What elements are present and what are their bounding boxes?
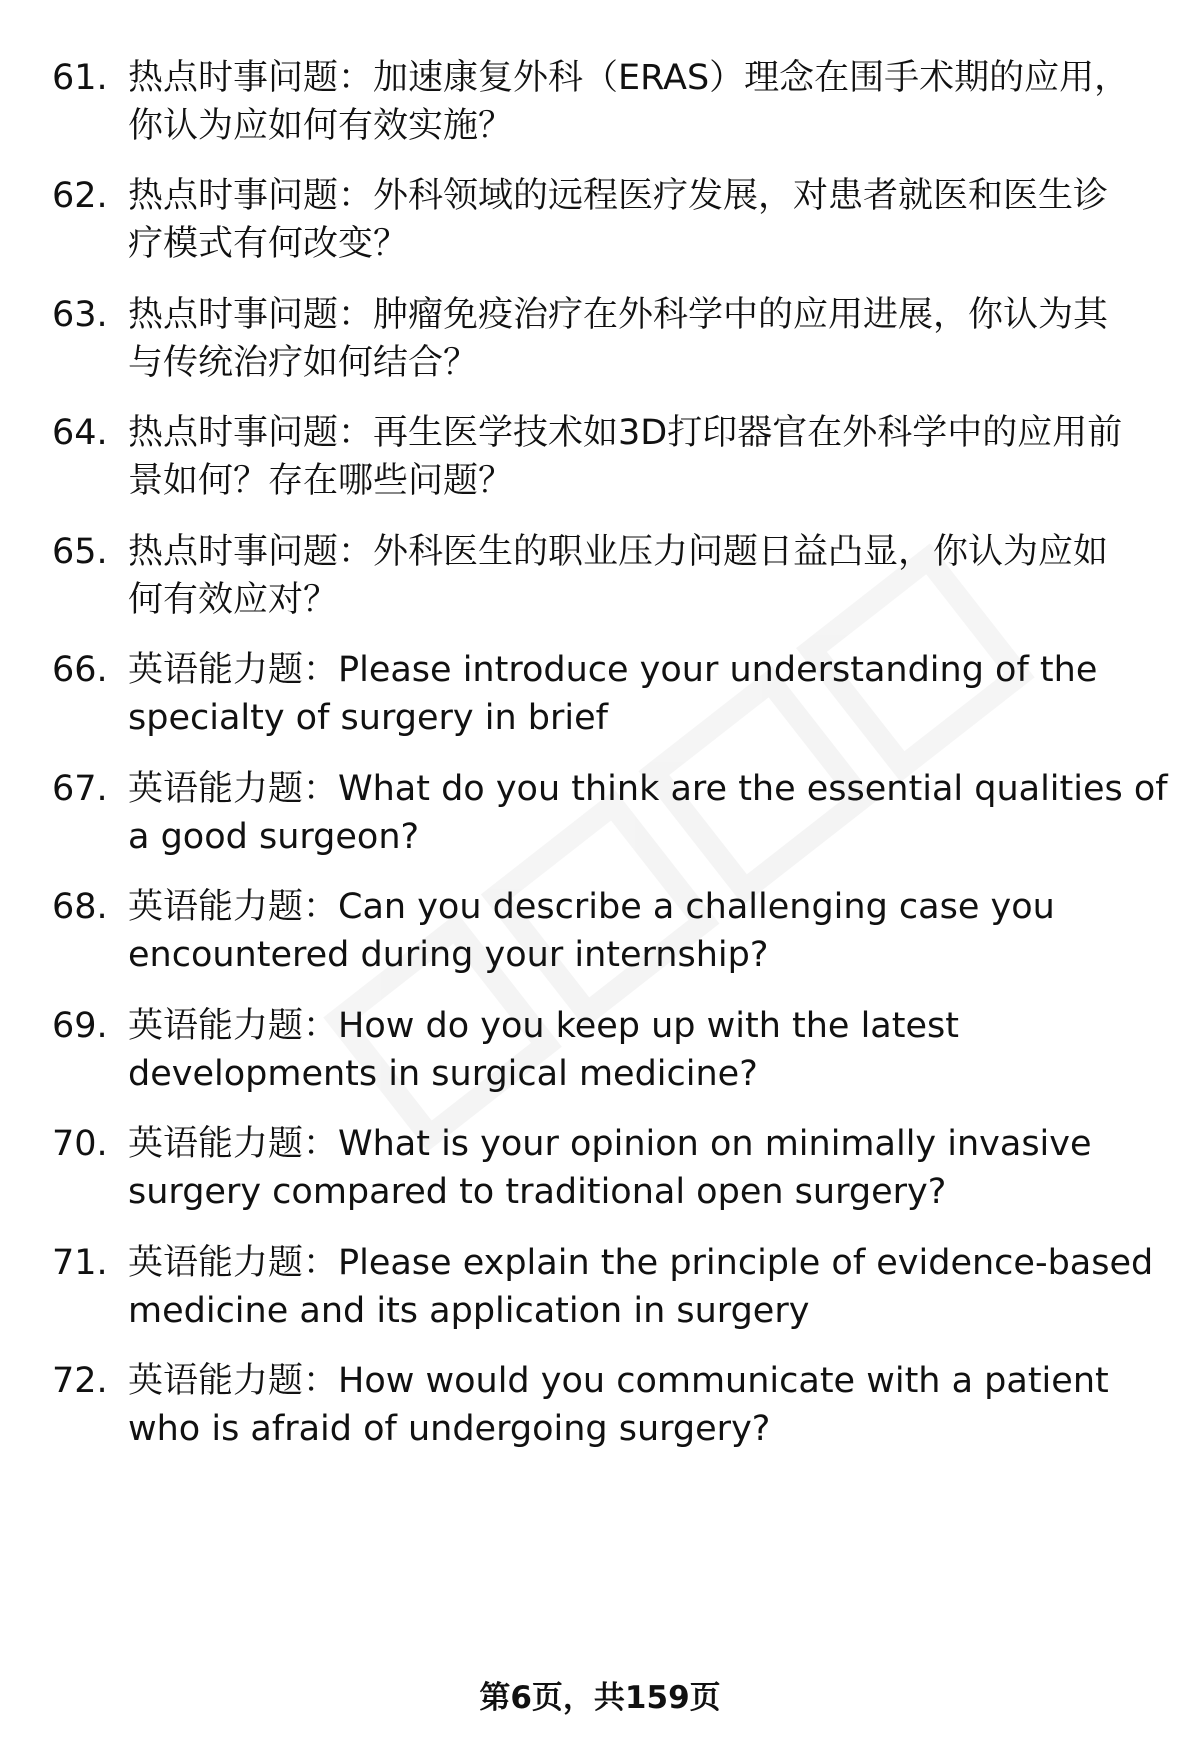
question-text: [128, 291, 1200, 387]
question-text: [128, 409, 1200, 505]
question-number: 68.: [52, 887, 108, 927]
question-text: [128, 646, 1200, 742]
question-line: 热点时事问题：外科医生的职业压力问题日益凸显，你认为应如: [128, 532, 1109, 572]
question-line: 热点时事问题：肿瘤免疫治疗在外科学中的应用进展，你认为其: [128, 295, 1109, 335]
question-line: 热点时事问题：再生医学技术如3D打印器官在外科学中的应用前: [128, 413, 1123, 453]
question-text: [128, 172, 1200, 268]
question-line: 何有效应对？: [128, 580, 339, 620]
question-line: 英语能力题：How do you keep up with the latest: [128, 1006, 959, 1046]
question-line: 英语能力题：Can you describe a challenging case you: [128, 887, 1055, 927]
question-text: [128, 1357, 1200, 1453]
question-number: 69.: [52, 1006, 108, 1046]
question-number: 72.: [52, 1361, 108, 1401]
question-line: encountered during your internship?: [128, 935, 769, 975]
question-line: developments in surgical medicine?: [128, 1054, 758, 1094]
question-line: 英语能力题：What is your opinion on minimally invasive: [128, 1124, 1092, 1164]
question-number: 71.: [52, 1243, 108, 1283]
question-text: [128, 765, 1200, 861]
question-number: 62.: [52, 176, 108, 216]
question-line: 与传统治疗如何结合？: [128, 343, 479, 383]
page-footer: [0, 1672, 1200, 1717]
question-line: specialty of surgery in brief: [128, 698, 608, 738]
question-text: [128, 1120, 1200, 1216]
question-line: who is afraid of undergoing surgery?: [128, 1409, 771, 1449]
question-text: [128, 528, 1200, 624]
question-line: 英语能力题：Please introduce your understanding of the: [128, 650, 1098, 690]
question-line: 疗模式有何改变？: [128, 224, 409, 264]
question-number: 70.: [52, 1124, 108, 1164]
question-line: a good surgeon?: [128, 817, 420, 857]
question-text: [128, 54, 1200, 150]
question-number: 65.: [52, 532, 108, 572]
question-line: surgery compared to traditional open surgery?: [128, 1172, 947, 1212]
question-text: [128, 883, 1200, 979]
question-line: 热点时事问题：加速康复外科（ERAS）理念在围手术期的应用，: [128, 58, 1130, 98]
question-number: 64.: [52, 413, 108, 453]
question-line: 英语能力题：Please explain the principle of evidence-based: [128, 1243, 1154, 1283]
question-text: [128, 1239, 1200, 1335]
question-line: 景如何？存在哪些问题？: [128, 461, 514, 501]
question-number: 67.: [52, 769, 108, 809]
question-number: 63.: [52, 295, 108, 335]
question-number: 66.: [52, 650, 108, 690]
question-line: medicine and its application in surgery: [128, 1291, 810, 1331]
question-line: 英语能力题：How would you communicate with a patient: [128, 1361, 1109, 1401]
question-number: 61.: [52, 58, 108, 98]
question-text: [128, 1002, 1200, 1098]
page-number-label: 第6页，共159页: [479, 1680, 721, 1716]
question-line: 你认为应如何有效实施？: [128, 106, 514, 146]
question-line: 热点时事问题：外科领域的远程医疗发展，对患者就医和医生诊: [128, 176, 1109, 216]
question-line: 英语能力题：What do you think are the essential qualities of: [128, 769, 1168, 809]
